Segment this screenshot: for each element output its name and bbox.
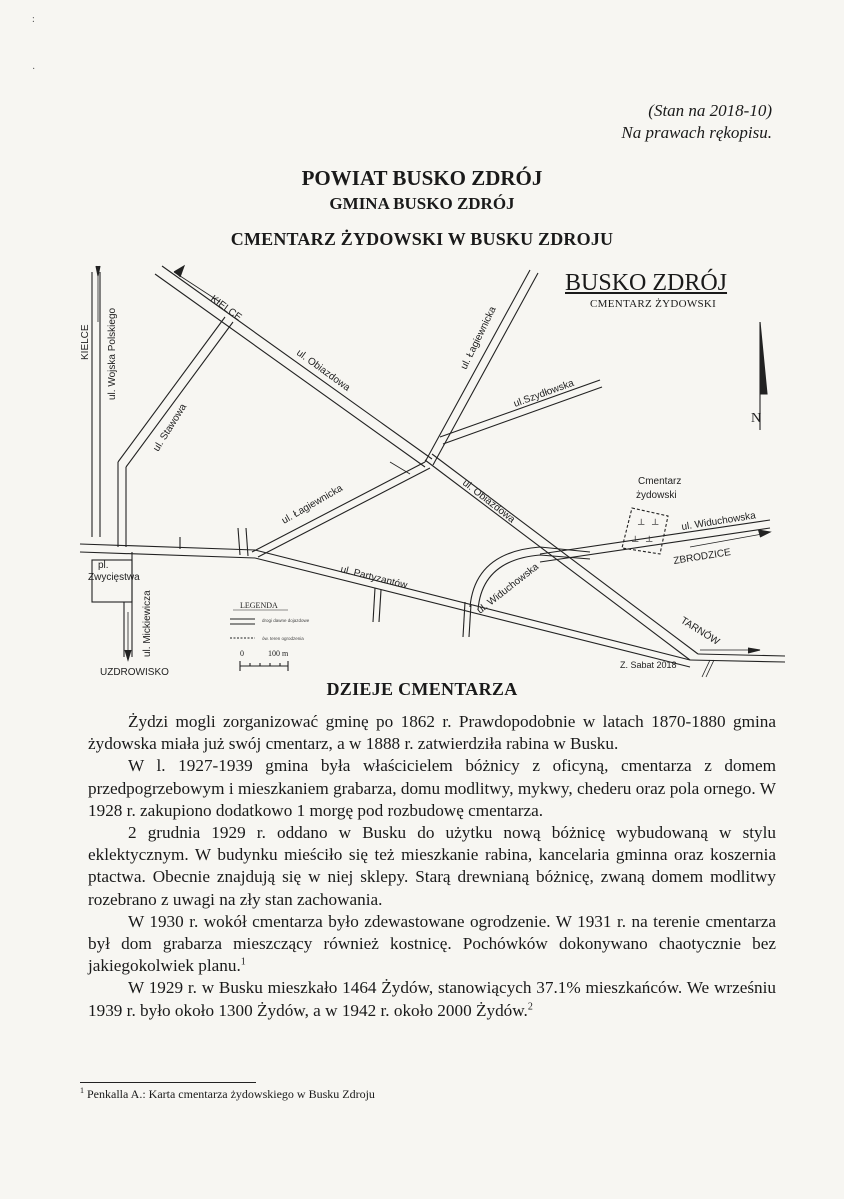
grave-icon: ┴ — [638, 519, 645, 529]
label-lagiewnicka-lower: ul. Łagiewnicka — [280, 482, 345, 527]
map-subtitle: CMENTARZ ŻYDOWSKI — [590, 298, 717, 310]
margin-mark: · — [32, 64, 36, 75]
paragraph: W l. 1927-1939 gmina była właścicielem bóżnicy z oficyną, cmentarza z domem przedpogrzebowym i mieszkaniem grabarza, domu modlitwy, mykwy, chederu oraz pola ornego. W 1928 r. zakupiono dodatkowo 1 morgę pod rozbudowę cmentarza. — [88, 756, 776, 820]
paragraph: 2 grudnia 1929 r. oddano w Busku do użytku nową bóżnicę wybudowaną w stylu eklektycznym. W budynku mieściło się też mieszkanie rabina, kancelaria gminna oraz koszernia ptactwa. Obecnie znajdują się w niej sklepy. Starą drewnianą bóżnicę, zwaną domem modlitwy rozebrano z uwagi na zły stan zachowania. — [88, 823, 776, 909]
scale-label: 100 m — [268, 649, 289, 658]
label-szydlowska: ul.Szydłowska — [512, 377, 576, 410]
scale-zero: 0 — [240, 649, 244, 658]
map-title: BUSKO ZDRÓJ — [565, 270, 728, 296]
history-text — [88, 711, 776, 1022]
footnote-divider — [80, 1082, 256, 1083]
header-cemetery: CMENTARZ ŻYDOWSKI W BUSKU ZDROJU — [230, 229, 614, 249]
legend-roads: drogi dawne dojazdowe — [262, 618, 310, 623]
label-zbrodzice: ZBRODZICE — [672, 547, 732, 567]
north-arrow-icon — [751, 322, 767, 430]
north-label: N — [751, 411, 762, 426]
paragraph — [88, 911, 776, 978]
paragraph-text: W 1929 r. w Busku mieszkało 1464 Żydów, stanowiących 37.1% mieszkańców. We wrześniu 1939 r. było około 1300 Żydów, a w 1942 r. około 2000 Żydów. — [88, 978, 776, 1020]
header-powiat: POWIAT BUSKO ZDRÓJ — [301, 166, 543, 190]
footnote-ref[interactable]: 1 — [240, 956, 246, 968]
label-stawowa: ul. Stawowa — [151, 402, 190, 454]
label-cmentarz-line2: żydowski — [636, 490, 677, 501]
footnote — [80, 1086, 375, 1102]
label-lagiewnicka-upper: ul. Łagiewnicka — [458, 305, 499, 372]
paragraph-text: W 1930 r. wokół cmentarza było zdewastowane ogrodzenie. W 1931 r. na terenie cmentarza był dom grabarza mieszczący również kostnicę. Pochówków dokonywano chaotycznie bez jakiegokolwiek planu. — [88, 911, 776, 976]
margin-mark: : — [32, 14, 35, 25]
label-zwyciestwa: Zwycięstwa — [88, 572, 140, 583]
label-wojska-polskiego: ul. Wojska Polskiego — [107, 307, 118, 400]
footnote-ref[interactable]: 2 — [527, 1000, 533, 1012]
label-obiazdowa-lower: ul. Obiazdowa — [460, 477, 517, 526]
label-pl: pl. — [98, 560, 109, 571]
label-partyzantow: ul. Partyzantów — [339, 564, 409, 592]
legend-title: LEGENDA — [240, 601, 278, 610]
status-stamp — [621, 100, 772, 144]
road-lagiewnicka-lower — [252, 462, 430, 557]
footnote-text: Penkalla A.: Karta cmentarza żydowskiego w Busku Zdroju — [87, 1087, 375, 1101]
label-widuchowska-lower: ul. Widuchowska — [475, 561, 541, 617]
grave-icon: ┴ — [646, 536, 653, 546]
legend-border: ów. teren ogrodzenia — [262, 636, 304, 641]
stamp-date: (Stan na 2018-10) — [648, 101, 772, 120]
label-obiazdowa-upper: ul. Obiazdowa — [294, 347, 352, 394]
paragraph: Żydzi mogli zorganizować gminę po 1862 r. Prawdopodobnie w latach 1870-1880 gmina żydowska miała już swój cmentarz, a w 1888 r. zatwierdziła rabina w Busku. — [88, 712, 776, 754]
footnote-number: 1 — [80, 1086, 84, 1095]
label-kielce-diag: KIELCE — [208, 293, 244, 324]
section-title: DZIEJE CMENTARZA — [326, 679, 518, 699]
cemetery-plot — [622, 508, 668, 554]
street-map — [70, 262, 790, 682]
paragraph — [88, 977, 776, 1021]
header-gmina: GMINA BUSKO ZDRÓJ — [329, 194, 515, 213]
label-cmentarz-line1: Cmentarz — [638, 476, 682, 487]
road-stawowa — [118, 317, 233, 547]
label-mickiewicza: ul. Mickiewicza — [142, 590, 153, 657]
road-partyzantow — [80, 528, 690, 667]
map-author: Z. Sabat 2018 — [620, 660, 677, 670]
road-wojska-polskiego — [92, 266, 100, 537]
label-tarnow: TARNÓW — [678, 615, 722, 648]
label-kielce-left: KIELCE — [80, 324, 91, 360]
scale-bar — [240, 661, 288, 671]
map-legend — [230, 601, 310, 671]
grave-icon: ┴ — [632, 536, 639, 546]
label-uzdrowisko: UZDROWISKO — [100, 667, 169, 678]
road-obiazdowa — [155, 266, 432, 467]
label-widuchowska-right: ul. Widuchowska — [680, 510, 757, 533]
grave-icon: ┴ — [652, 519, 659, 529]
stamp-rights: Na prawach rękopisu. — [621, 123, 772, 142]
